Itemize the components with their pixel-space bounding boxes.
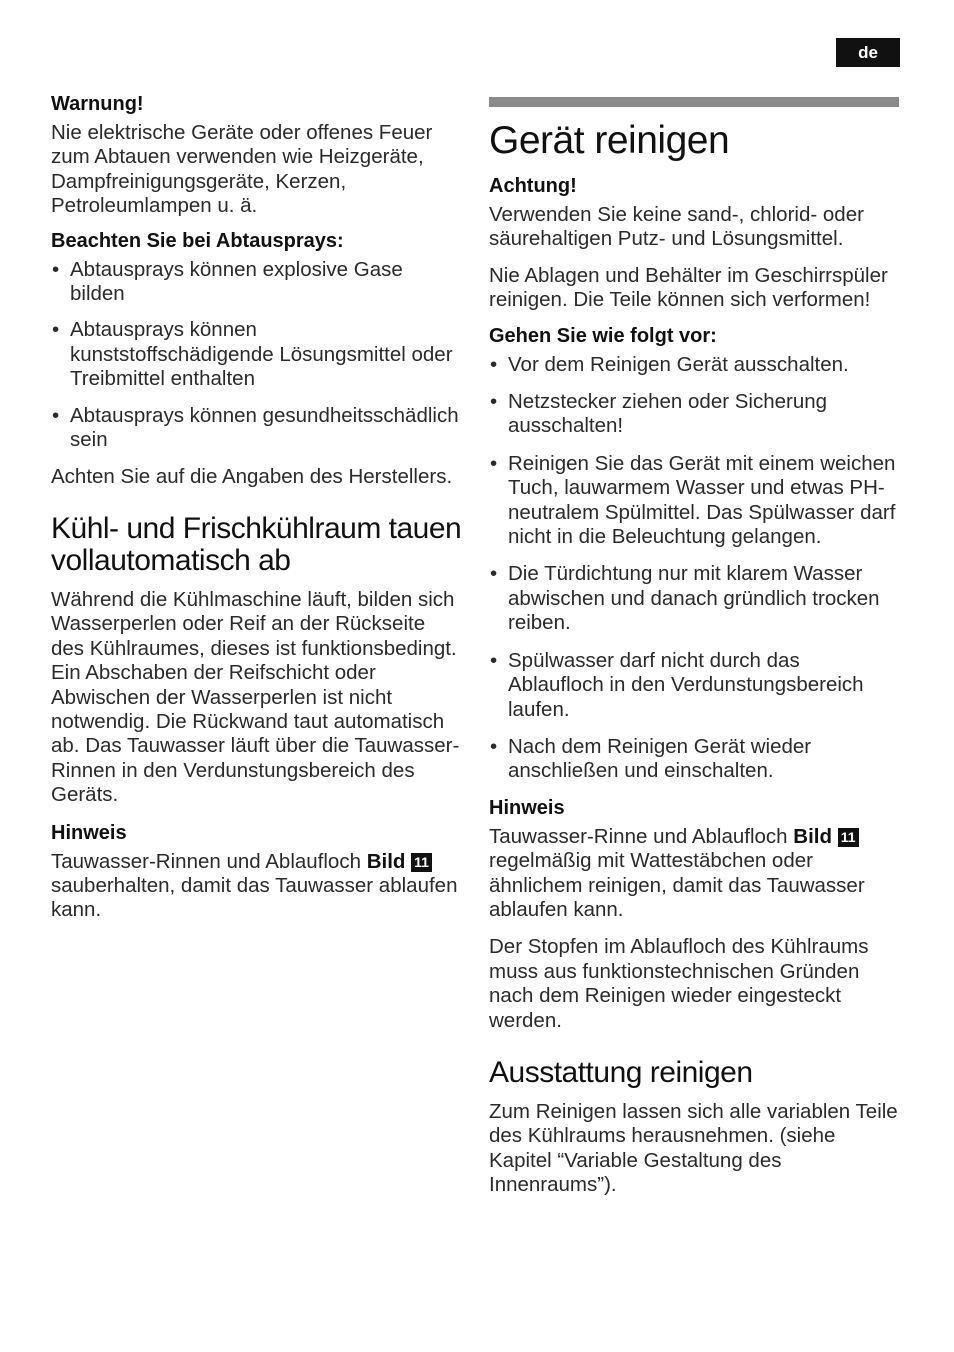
list-item: • Die Türdichtung nur mit klarem Wasser abwischen und danach gründlich trocken reiben. bbox=[490, 562, 880, 635]
bullet-icon: • bbox=[52, 403, 60, 427]
hint-text: Tauwasser-Rinnen und Ablaufloch Bild 11 sauberhalten, damit das Tauwasser ablaufen kann. bbox=[51, 849, 458, 922]
equipment-text: Zum Reinigen lassen sich alle variablen Teile des Kühlraums herausnehmen. (siehe Kapitel “Variable Gestaltung des Innenraums”). bbox=[489, 1099, 898, 1197]
defrost-heading: Kühl- und Frischkühlraum tauen vollautomatisch ab bbox=[51, 511, 462, 577]
list-item: • Nach dem Reinigen Gerät wieder anschließen und einschalten. bbox=[490, 734, 812, 783]
section-rule bbox=[489, 97, 899, 107]
equipment-heading: Ausstattung reinigen bbox=[489, 1055, 753, 1089]
bullet-icon: • bbox=[490, 390, 498, 414]
sprays-label: Beachten Sie bei Abtausprays: bbox=[51, 229, 344, 252]
list-item: • Spülwasser darf nicht durch das Ablaufloch in den Verdunstungsbereich laufen. bbox=[490, 648, 864, 721]
language-badge: de bbox=[836, 38, 900, 67]
caution-text: Verwenden Sie keine sand-, chlorid- oder säurehaltigen Putz- und Lösungsmittel. bbox=[489, 203, 864, 251]
figure-number-badge: 11 bbox=[411, 853, 432, 872]
hint-text: Tauwasser-Rinne und Ablaufloch Bild 11 regelmäßig mit Wattestäbchen oder ähnlichem reinigen, damit das Tauwasser ablaufen kann. bbox=[489, 824, 865, 921]
figure-number-badge: 11 bbox=[838, 828, 859, 847]
hint-label: Hinweis bbox=[51, 821, 127, 844]
bullet-icon: • bbox=[490, 648, 498, 672]
left-column bbox=[51, 92, 463, 923]
page-title: Gerät reinigen bbox=[489, 119, 730, 162]
list-item: • Abtausprays können explosive Gase bilden bbox=[52, 257, 403, 306]
list-item: • Abtausprays können kunststoffschädigende Lösungsmittel oder Treibmittel enthalten bbox=[52, 318, 453, 391]
warning-text: Nie elektrische Geräte oder offenes Feuer zum Abtauen verwenden wie Heizgeräte, Dampfreinigungsgeräte, Kerzen, Petroleumlampen u. ä. bbox=[51, 121, 433, 218]
list-item: • Netzstecker ziehen oder Sicherung ausschalten! bbox=[490, 390, 828, 438]
manufacturer-note: Achten Sie auf die Angaben des Herstellers. bbox=[51, 465, 453, 489]
list-item: • Vor dem Reinigen Gerät ausschalten. bbox=[490, 352, 849, 376]
bullet-icon: • bbox=[52, 257, 60, 281]
bullet-icon: • bbox=[490, 734, 498, 758]
figure-reference: Bild bbox=[366, 849, 406, 873]
steps-list bbox=[489, 353, 899, 784]
hint-label: Hinweis bbox=[489, 796, 565, 819]
bullet-icon: • bbox=[490, 562, 498, 586]
figure-reference: Bild bbox=[793, 824, 832, 848]
stopper-text: Der Stopfen im Ablaufloch des Kühlraums muss aus funktionstechnischen Gründen nach dem Reinigen wieder eingesteckt werden. bbox=[489, 935, 869, 1032]
steps-label: Gehen Sie wie folgt vor: bbox=[489, 324, 717, 347]
warning-label: Warnung! bbox=[51, 93, 144, 115]
bullet-icon: • bbox=[52, 318, 60, 342]
list-item: • Abtausprays können gesundheitsschädlich sein bbox=[52, 403, 459, 452]
sprays-list bbox=[51, 258, 463, 453]
caution-label: Achtung! bbox=[489, 175, 577, 197]
defrost-text: Während die Kühlmaschine läuft, bilden sich Wasserperlen oder Reif an der Rückseite des Kühlraumes, dieses ist funktionsbedingt. Ein Abschaben der Reifschicht oder Abwischen der Wasserperlen ist nicht notwendig. Die Rückwand taut automatisch ab. Das Tauwasser läuft über die Tauwasser-Rinnen in den Verdunstungsbereich des Geräts. bbox=[51, 587, 460, 807]
right-column bbox=[489, 97, 899, 1198]
bullet-icon: • bbox=[490, 352, 498, 376]
list-item: • Reinigen Sie das Gerät mit einem weichen Tuch, lauwarmem Wasser und etwas PH-neutralem Spülmittel. Das Spülwasser darf nicht in die Beleuchtung gelangen. bbox=[490, 451, 896, 549]
caution-text-2: Nie Ablagen und Behälter im Geschirrspüler reinigen. Die Teile können sich verformen! bbox=[489, 263, 888, 312]
bullet-icon: • bbox=[490, 451, 498, 475]
